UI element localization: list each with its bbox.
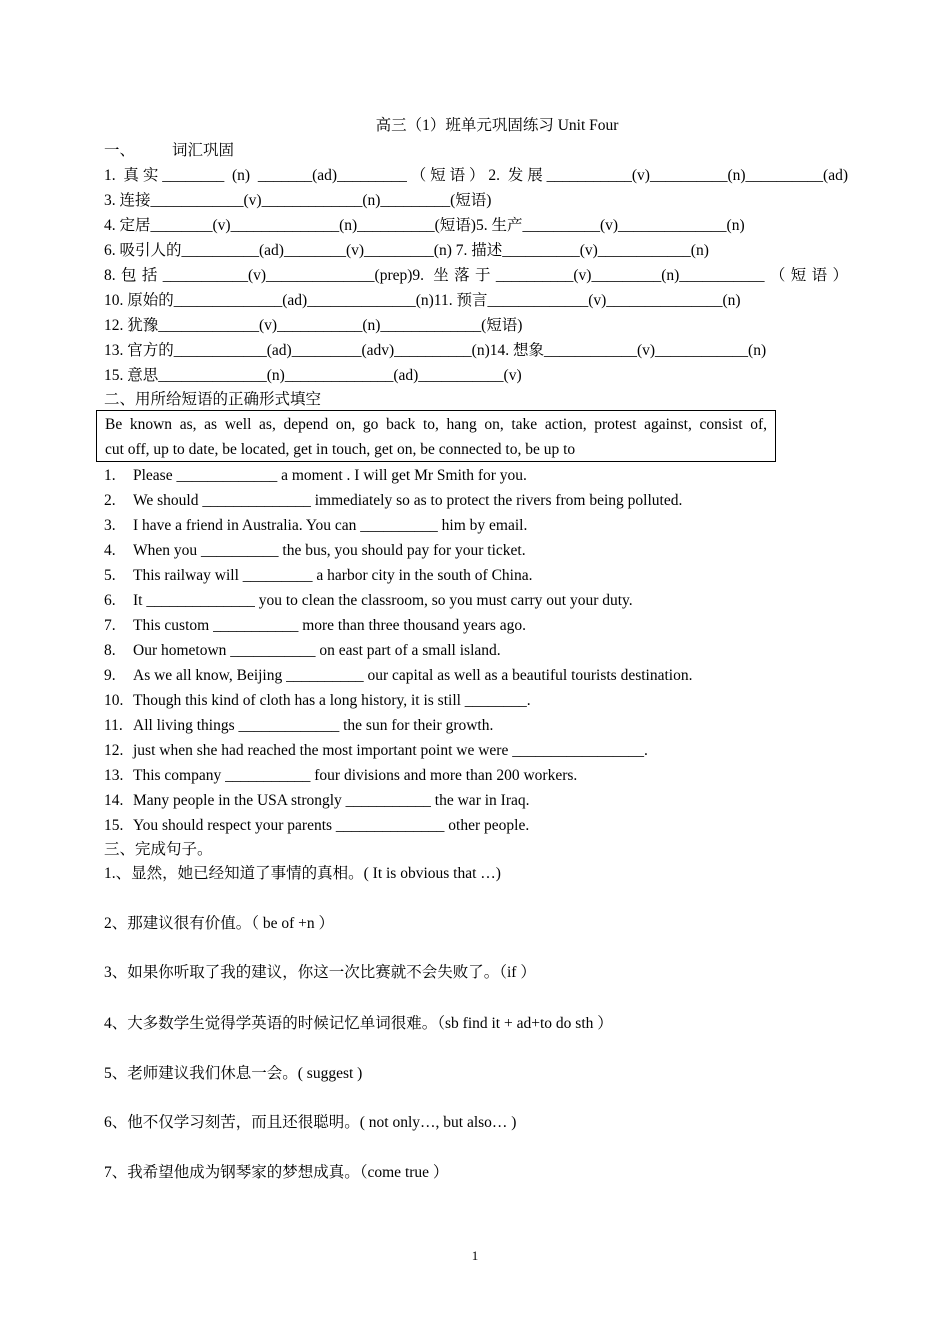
fill-in-item: All living things _____________ the sun for their growth. — [133, 717, 494, 734]
vocab-line: 10. 原始的______________(ad)______________(n)11. 预言_____________(v)_______________(n) — [104, 292, 741, 309]
vocab-line: 15. 意思______________(n)______________(ad)___________(v) — [104, 367, 522, 384]
fill-in-item: We should ______________ immediately so as to protect the rivers from being polluted. — [133, 492, 683, 509]
fill-in-item: You should respect your parents ______________ other people. — [133, 817, 530, 834]
item-number: 11. — [104, 717, 123, 734]
vocab-line: 12. 犹豫_____________(v)___________(n)_____________(短语) — [104, 317, 523, 334]
translation-item: 4、大多数学生觉得学英语的时候记忆单词很难。（sb find it + ad+to do sth ） — [104, 1015, 613, 1032]
item-number: 10. — [104, 692, 124, 709]
item-number: 9. — [104, 667, 116, 684]
item-number: 14. — [104, 792, 124, 809]
section3-heading: 三、完成句子。 — [104, 841, 213, 858]
page-title: 高三（1）班单元巩固练习 Unit Four — [375, 117, 619, 134]
translation-item: 6、他不仅学习刻苦，而且还很聪明。( not only…, but also… ) — [104, 1114, 517, 1131]
item-number: 12. — [104, 742, 124, 759]
fill-in-item: Please _____________ a moment . I will get Mr Smith for you. — [133, 467, 527, 484]
item-number: 6. — [104, 592, 116, 609]
fill-in-item: just when she had reached the most important point we were _________________. — [133, 742, 648, 759]
fill-in-item: This railway will _________ a harbor city in the south of China. — [133, 567, 533, 584]
item-number: 3. — [104, 517, 116, 534]
phrase-box-line: cut off, up to date, be located, get in touch, get on, be connected to, be up to — [105, 441, 576, 458]
item-number: 4. — [104, 542, 116, 559]
item-number: 13. — [104, 767, 124, 784]
page-number: 1 — [471, 1248, 479, 1263]
vocab-line: 6. 吸引人的__________(ad)________(v)_________(n) 7. 描述__________(v)____________(n) — [104, 242, 709, 259]
translation-item: 1.、显然，她已经知道了事情的真相。( It is obvious that …) — [104, 865, 501, 882]
fill-in-item: When you __________ the bus, you should pay for your ticket. — [133, 542, 526, 559]
translation-item: 2、那建议很有价值。（ be of +n ） — [104, 915, 335, 932]
section2-heading: 二、用所给短语的正确形式填空 — [104, 391, 322, 408]
fill-in-item: Many people in the USA strongly ___________ the war in Iraq. — [133, 792, 530, 809]
item-number: 2. — [104, 492, 116, 509]
fill-in-item: As we all know, Beijing __________ our capital as well as a beautiful tourists destination. — [133, 667, 693, 684]
translation-item: 5、老师建议我们休息一会。( suggest ) — [104, 1065, 363, 1082]
fill-in-item: This custom ___________ more than three thousand years ago. — [133, 617, 527, 634]
item-number: 1. — [104, 467, 116, 484]
phrase-box-line: Be known as, as well as, depend on, go back to, hang on, take action, protest against, consist of, — [105, 416, 767, 433]
item-number: 8. — [104, 642, 116, 659]
vocab-line: 1. 真实________ (n) _______(ad)_________（短语）2. 发展___________(v)__________(n)__________(ad) — [104, 167, 848, 184]
fill-in-item: Our hometown ___________ on east part of a small island. — [133, 642, 501, 659]
section1-number: 一、 — [104, 142, 136, 159]
item-number: 5. — [104, 567, 116, 584]
translation-item: 7、我希望他成为钢琴家的梦想成真。（come true ） — [104, 1164, 449, 1181]
item-number: 7. — [104, 617, 116, 634]
fill-in-item: This company ___________ four divisions and more than 200 workers. — [133, 767, 578, 784]
section1-label: 词汇巩固 — [172, 142, 235, 159]
vocab-line: 8.包括___________(v)______________(prep)9. 坐落于__________(v)_________(n)___________（短语） — [104, 267, 848, 284]
vocab-line: 13. 官方的____________(ad)_________(adv)__________(n)14. 想象____________(v)____________(n) — [104, 342, 767, 359]
fill-in-item: It ______________ you to clean the classroom, so you must carry out your duty. — [133, 592, 633, 609]
item-number: 15. — [104, 817, 124, 834]
fill-in-item: I have a friend in Australia. You can __________ him by email. — [133, 517, 528, 534]
translation-item: 3、如果你听取了我的建议，你这一次比赛就不会失败了。（if ） — [104, 964, 536, 981]
vocab-line: 3. 连接____________(v)_____________(n)_________(短语) — [104, 192, 492, 209]
section1-heading — [104, 141, 235, 161]
vocab-line: 4. 定居________(v)______________(n)__________(短语)5. 生产__________(v)______________(n) — [104, 217, 745, 234]
fill-in-item: Though this kind of cloth has a long history, it is still ________. — [133, 692, 531, 709]
phrase-box — [96, 410, 776, 462]
